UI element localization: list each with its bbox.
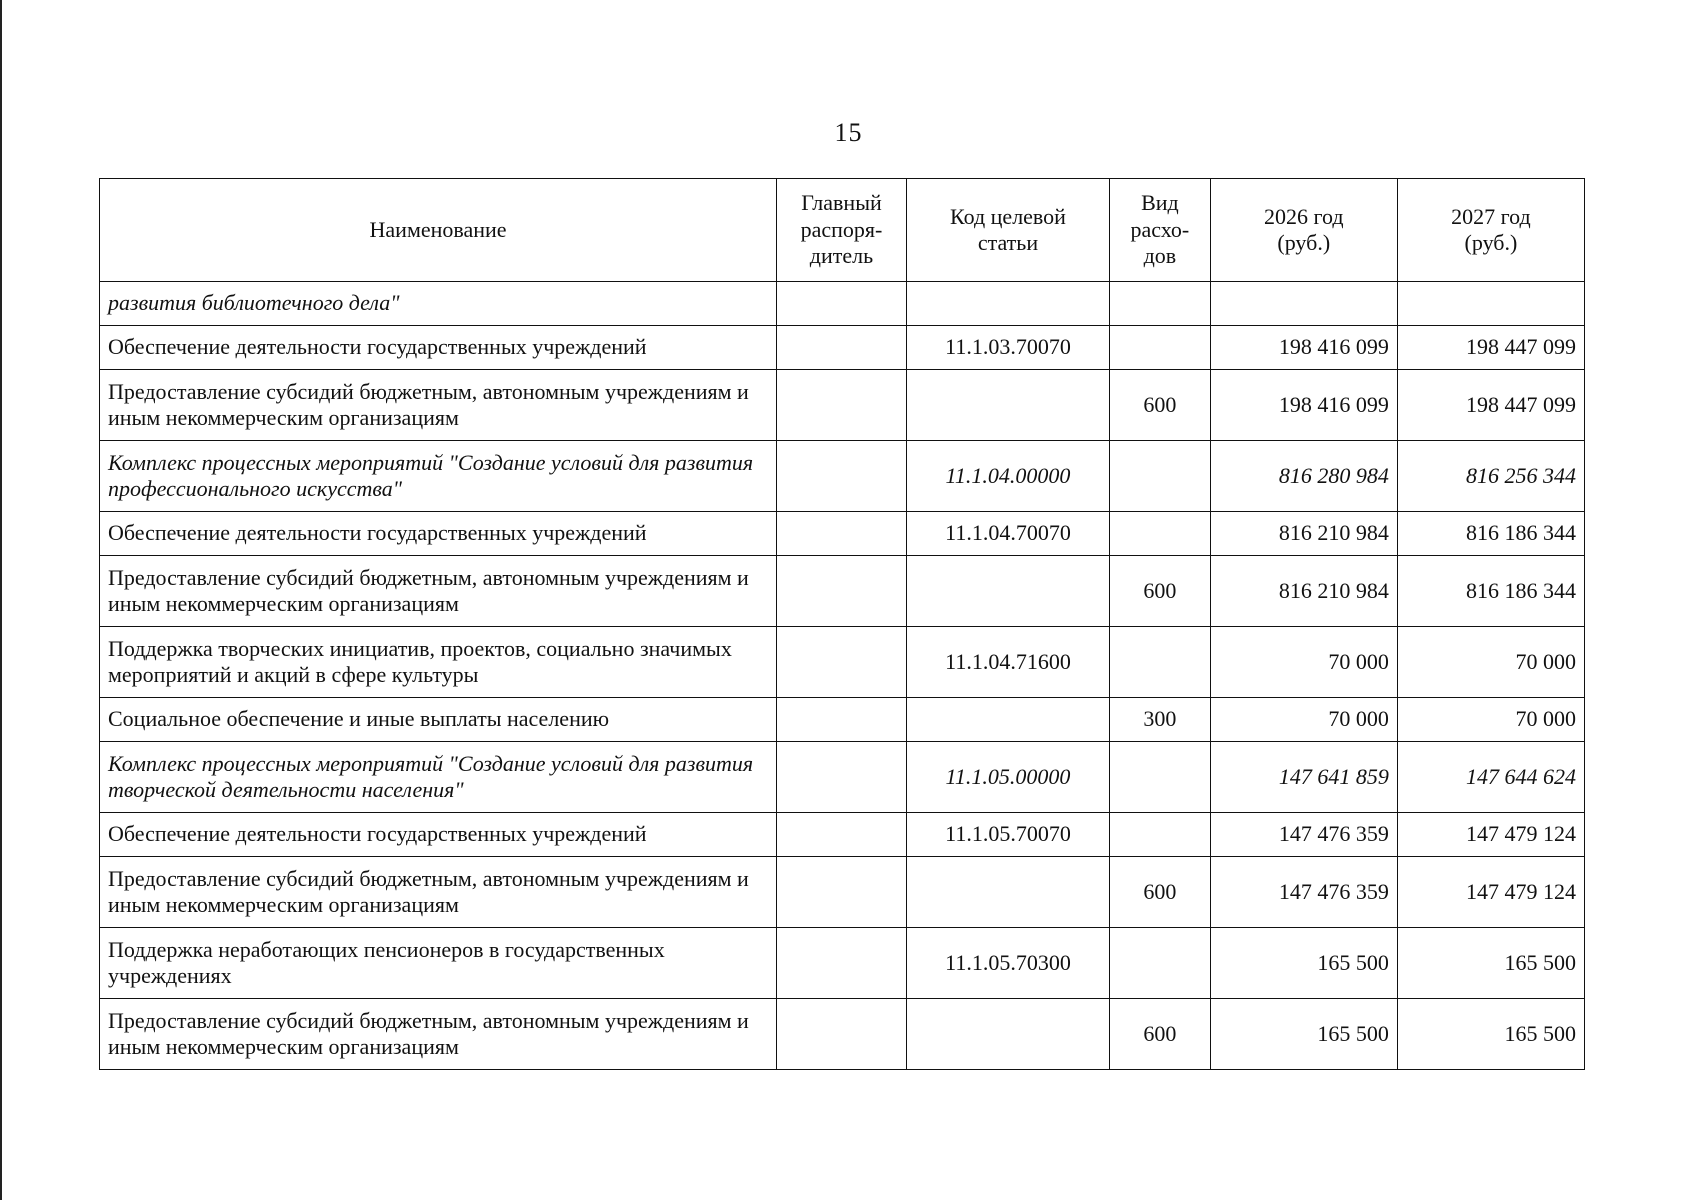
cell-type: [1110, 441, 1211, 512]
cell-code: [906, 698, 1109, 742]
cell-code: [906, 857, 1109, 928]
cell-name: Предоставление субсидий бюджетным, автономным учреждениям и иным некоммерческим организациям: [100, 999, 777, 1070]
cell-y2027: 70 000: [1397, 698, 1584, 742]
cell-manager: [777, 999, 907, 1070]
cell-type: 300: [1110, 698, 1211, 742]
header-code: [906, 179, 1109, 282]
cell-type: 600: [1110, 556, 1211, 627]
cell-manager: [777, 627, 907, 698]
cell-y2026: 165 500: [1210, 999, 1397, 1070]
cell-y2027: 816 186 344: [1397, 556, 1584, 627]
header-type-text: Вид расхо- дов: [1130, 190, 1190, 269]
cell-code: 11.1.04.00000: [906, 441, 1109, 512]
cell-type: 600: [1110, 857, 1211, 928]
cell-code: 11.1.05.70070: [906, 813, 1109, 857]
table-row: [100, 999, 1585, 1070]
table-row: [100, 370, 1585, 441]
table-row: [100, 282, 1585, 326]
cell-y2026: 816 210 984: [1210, 512, 1397, 556]
cell-y2027: 147 644 624: [1397, 742, 1584, 813]
header-manager-text: Главный распоря- дитель: [800, 190, 883, 269]
table-row: [100, 441, 1585, 512]
header-2026: [1210, 179, 1397, 282]
cell-code: [906, 370, 1109, 441]
table-row: [100, 742, 1585, 813]
cell-code: 11.1.03.70070: [906, 326, 1109, 370]
cell-name: Предоставление субсидий бюджетным, автономным учреждениям и иным некоммерческим организациям: [100, 857, 777, 928]
table-row: [100, 556, 1585, 627]
cell-y2026: 198 416 099: [1210, 370, 1397, 441]
header-2027-text: 2027 год (руб.): [1451, 203, 1531, 255]
table-row: [100, 512, 1585, 556]
cell-code: 11.1.05.00000: [906, 742, 1109, 813]
cell-manager: [777, 698, 907, 742]
cell-y2027: 147 479 124: [1397, 857, 1584, 928]
header-2027: [1397, 179, 1584, 282]
cell-manager: [777, 326, 907, 370]
cell-manager: [777, 742, 907, 813]
budget-table: [99, 178, 1585, 1070]
cell-manager: [777, 441, 907, 512]
header-name: Наименование: [100, 179, 777, 282]
cell-manager: [777, 556, 907, 627]
cell-y2026: 147 476 359: [1210, 813, 1397, 857]
cell-manager: [777, 282, 907, 326]
cell-y2026: 70 000: [1210, 698, 1397, 742]
cell-type: 600: [1110, 370, 1211, 441]
cell-type: [1110, 742, 1211, 813]
cell-y2027: 70 000: [1397, 627, 1584, 698]
cell-y2027: 147 479 124: [1397, 813, 1584, 857]
cell-y2026: 816 210 984: [1210, 556, 1397, 627]
header-code-text: Код целевой статьи: [950, 203, 1066, 255]
header-manager: [777, 179, 907, 282]
cell-manager: [777, 370, 907, 441]
cell-manager: [777, 512, 907, 556]
page-number: 15: [834, 118, 863, 147]
cell-code: 11.1.05.70300: [906, 928, 1109, 999]
cell-y2027: 816 186 344: [1397, 512, 1584, 556]
cell-manager: [777, 857, 907, 928]
cell-name: Поддержка творческих инициатив, проектов, социально значимых мероприятий и акций в сфере культуры: [100, 627, 777, 698]
cell-code: 11.1.04.71600: [906, 627, 1109, 698]
table-row: [100, 928, 1585, 999]
scan-edge-line: [0, 0, 2, 1200]
cell-name: Обеспечение деятельности государственных учреждений: [100, 512, 777, 556]
cell-y2027: 165 500: [1397, 999, 1584, 1070]
table-row: [100, 698, 1585, 742]
cell-code: 11.1.04.70070: [906, 512, 1109, 556]
cell-y2026: 70 000: [1210, 627, 1397, 698]
cell-type: 600: [1110, 999, 1211, 1070]
table-row: [100, 627, 1585, 698]
cell-y2026: 165 500: [1210, 928, 1397, 999]
cell-name: развития библиотечного дела": [100, 282, 777, 326]
cell-name: Предоставление субсидий бюджетным, автономным учреждениям и иным некоммерческим организациям: [100, 556, 777, 627]
cell-y2026: 147 476 359: [1210, 857, 1397, 928]
cell-y2027: 198 447 099: [1397, 326, 1584, 370]
cell-type: [1110, 813, 1211, 857]
cell-y2027: [1397, 282, 1584, 326]
table-row: [100, 813, 1585, 857]
cell-name: Поддержка неработающих пенсионеров в государственных учреждениях: [100, 928, 777, 999]
cell-y2026: 198 416 099: [1210, 326, 1397, 370]
header-type: [1110, 179, 1211, 282]
cell-y2027: 816 256 344: [1397, 441, 1584, 512]
cell-name: Обеспечение деятельности государственных учреждений: [100, 326, 777, 370]
cell-y2026: 147 641 859: [1210, 742, 1397, 813]
cell-manager: [777, 813, 907, 857]
cell-y2026: 816 280 984: [1210, 441, 1397, 512]
table-row: [100, 326, 1585, 370]
cell-code: [906, 282, 1109, 326]
cell-manager: [777, 928, 907, 999]
cell-type: [1110, 282, 1211, 326]
header-2026-text: 2026 год (руб.): [1263, 203, 1344, 255]
cell-y2027: 165 500: [1397, 928, 1584, 999]
cell-type: [1110, 326, 1211, 370]
cell-y2026: [1210, 282, 1397, 326]
cell-code: [906, 999, 1109, 1070]
cell-name: Социальное обеспечение и иные выплаты населению: [100, 698, 777, 742]
table-header-row: [100, 179, 1585, 282]
cell-type: [1110, 512, 1211, 556]
cell-name: Комплекс процессных мероприятий "Создание условий для развития творческой деятельности населения": [100, 742, 777, 813]
cell-y2027: 198 447 099: [1397, 370, 1584, 441]
table-row: [100, 857, 1585, 928]
cell-name: Обеспечение деятельности государственных учреждений: [100, 813, 777, 857]
cell-name: Предоставление субсидий бюджетным, автономным учреждениям и иным некоммерческим организациям: [100, 370, 777, 441]
cell-type: [1110, 928, 1211, 999]
cell-name: Комплекс процессных мероприятий "Создание условий для развития профессионального искусства": [100, 441, 777, 512]
cell-type: [1110, 627, 1211, 698]
cell-code: [906, 556, 1109, 627]
